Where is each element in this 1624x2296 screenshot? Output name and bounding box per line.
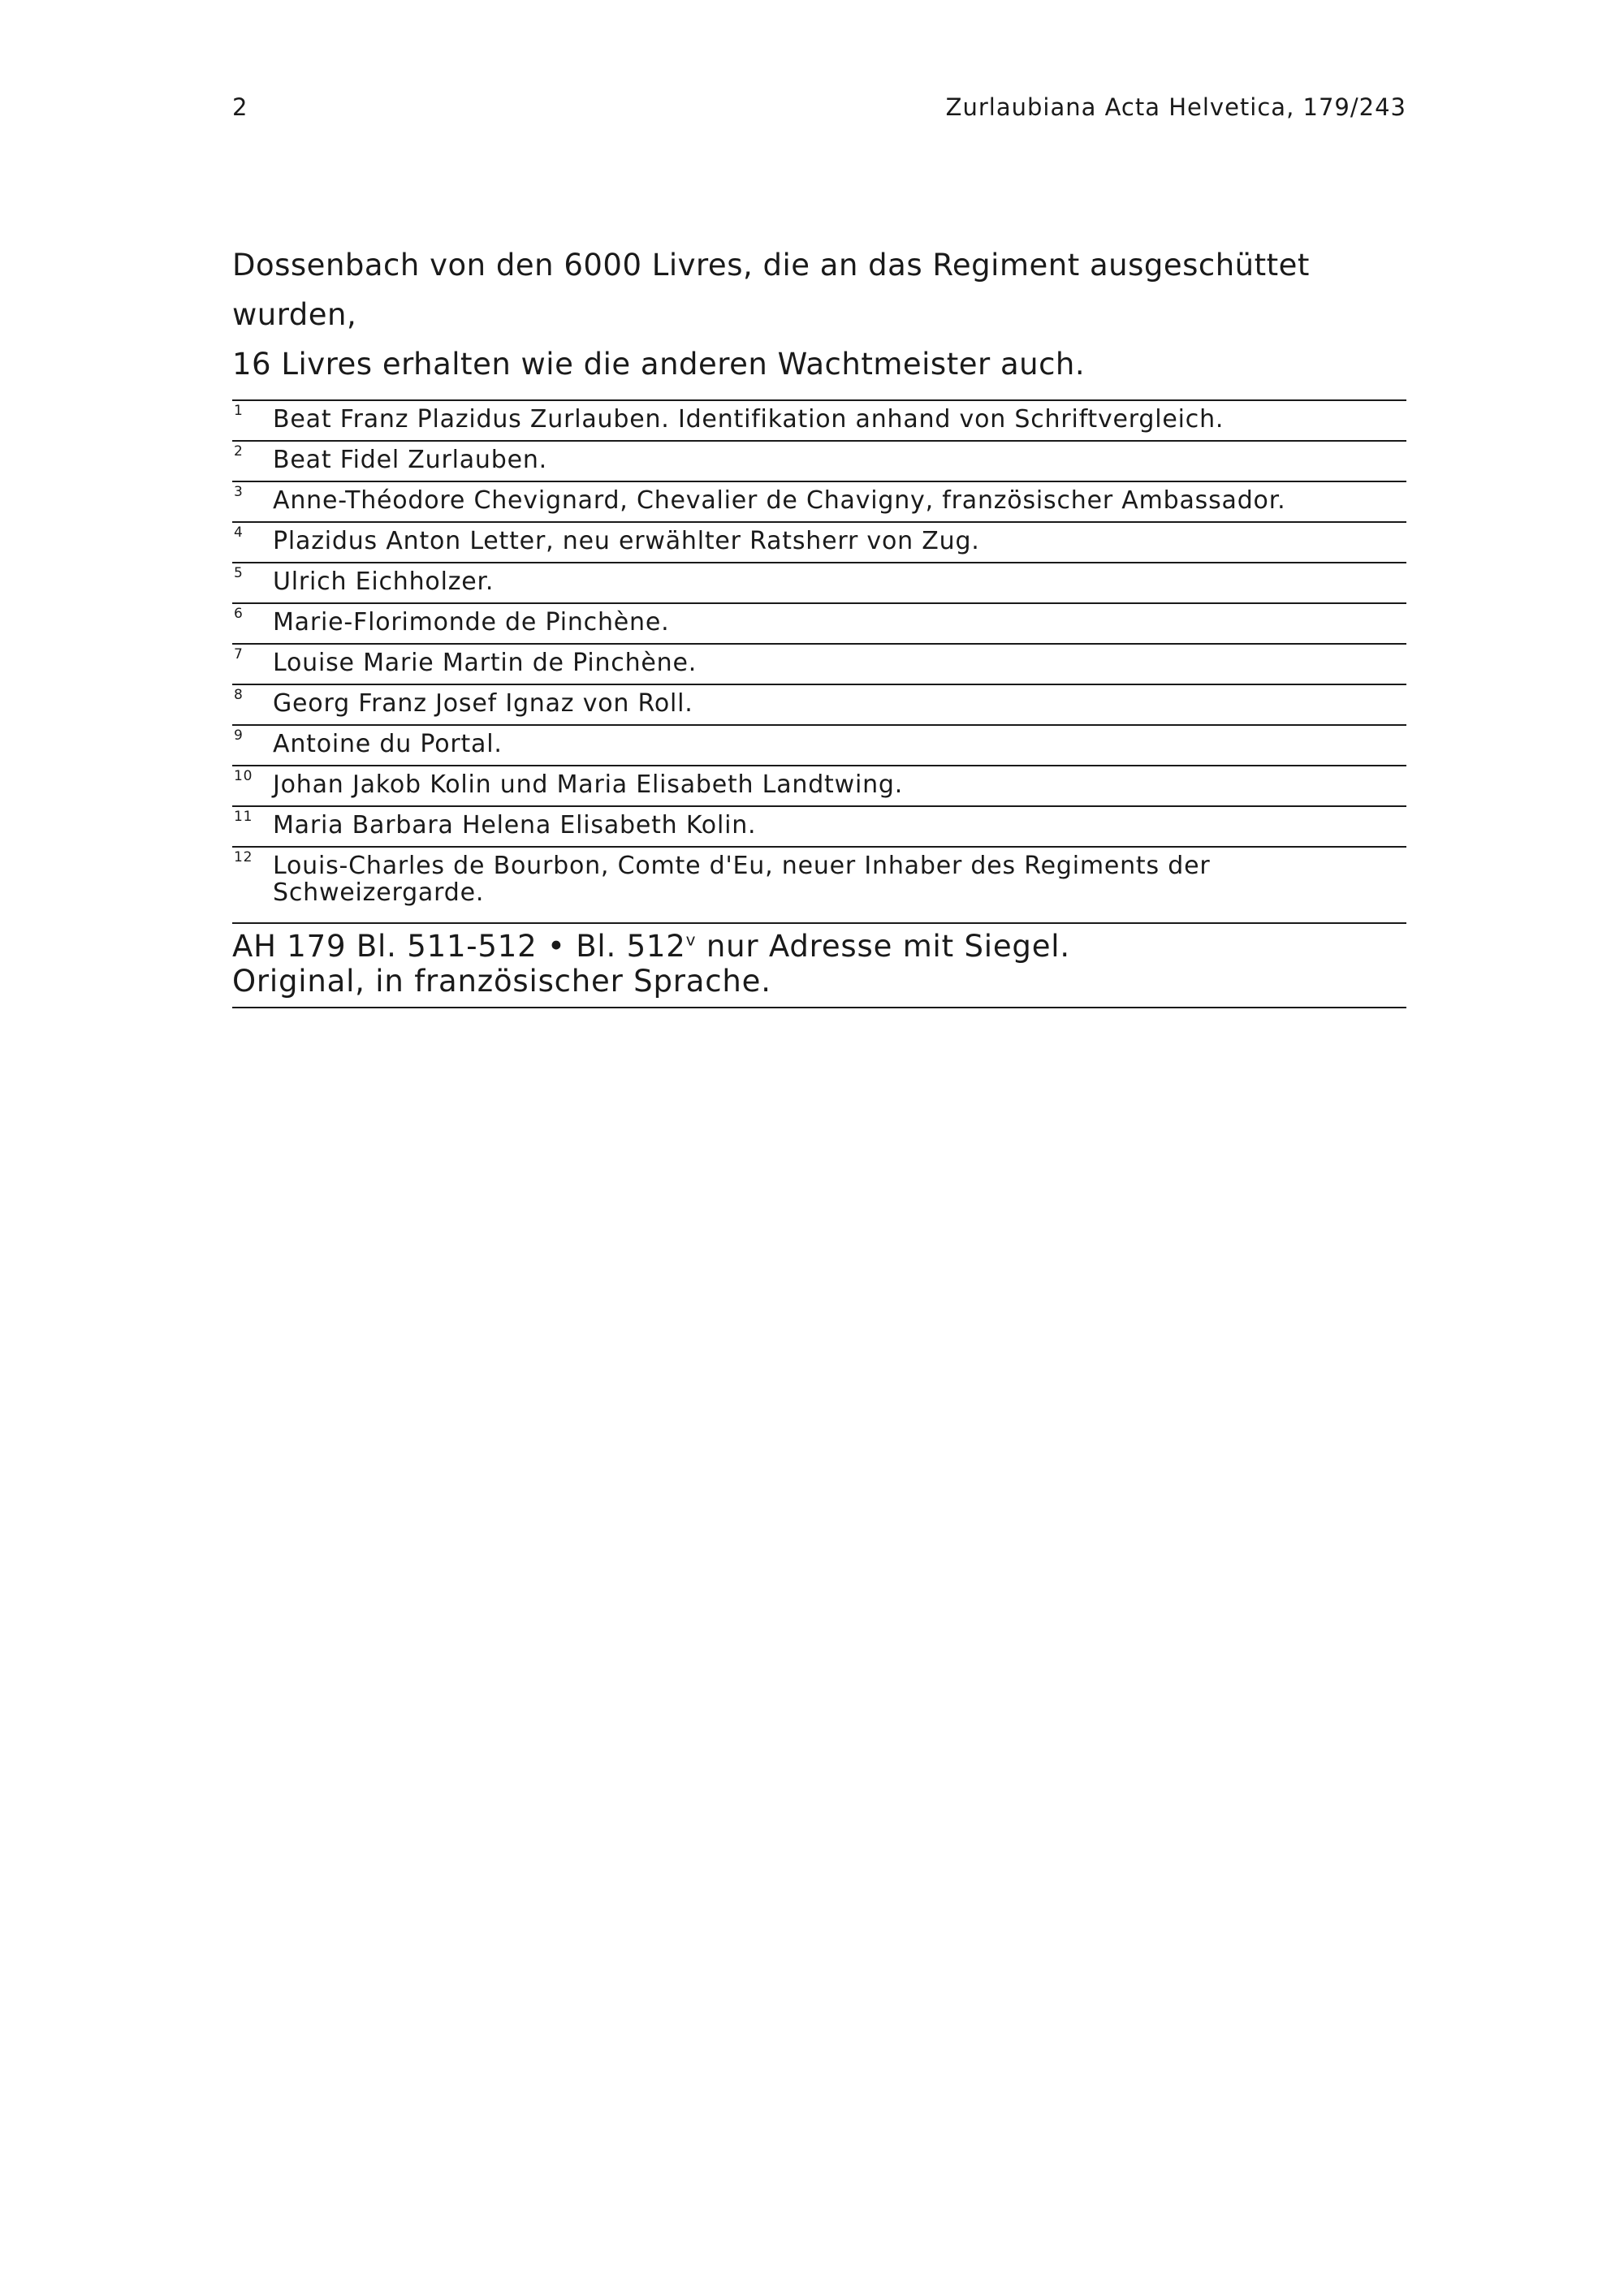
footnote xyxy=(232,846,1406,906)
footnote-number: 2 xyxy=(234,443,244,460)
footnote xyxy=(232,521,1406,562)
source-note: nur Adresse mit Siegel. xyxy=(696,929,1070,964)
footnote-number: 3 xyxy=(234,484,244,500)
footnote-text: Anne-Théodore Chevignard, Chevalier de Chavigny, französischer Ambassador. xyxy=(273,486,1286,515)
footnote-text: Beat Fidel Zurlauben. xyxy=(273,446,547,474)
footnote-number: 5 xyxy=(234,565,244,581)
footnote xyxy=(232,765,1406,805)
footnote-number: 6 xyxy=(234,606,244,622)
footnote xyxy=(232,724,1406,765)
footnote-text: Johan Jakob Kolin und Maria Elisabeth Landtwing. xyxy=(273,770,904,799)
footnote xyxy=(232,805,1406,846)
footnote-text: Georg Franz Josef Ignaz von Roll. xyxy=(273,689,693,718)
footnotes-list xyxy=(232,399,1406,906)
footnote xyxy=(232,643,1406,684)
running-title: Zurlaubiana Acta Helvetica, 179/243 xyxy=(945,93,1406,121)
source-line: Original, in französischer Sprache. xyxy=(232,964,771,999)
source-reference xyxy=(232,922,1406,1008)
footnote-text: Maria Barbara Helena Elisabeth Kolin. xyxy=(273,811,757,839)
footnote-number: 10 xyxy=(234,768,253,784)
footnote xyxy=(232,684,1406,724)
source-archive-ref: AH 179 Bl. 511-512 • Bl. 512 xyxy=(232,929,686,964)
body-text xyxy=(232,240,1406,389)
footnote-text: Ulrich Eichholzer. xyxy=(273,568,495,596)
footnote-number: 1 xyxy=(234,403,244,419)
footnote xyxy=(232,399,1406,440)
footnote-text: Louise Marie Martin de Pinchène. xyxy=(273,649,698,677)
footnote xyxy=(232,562,1406,602)
footnote-text: Louis-Charles de Bourbon, Comte d'Eu, neuer Inhaber des Regiments der Schweizergarde. xyxy=(273,852,1211,907)
footnote-text: Marie-Florimonde de Pinchène. xyxy=(273,608,670,637)
footnote-number: 7 xyxy=(234,646,244,662)
footnote-text: Plazidus Anton Letter, neu erwählter Ratsherr von Zug. xyxy=(273,527,980,555)
footnote xyxy=(232,481,1406,521)
body-line: 16 Livres erhalten wie die anderen Wachtmeister auch. xyxy=(232,347,1086,382)
footnote xyxy=(232,440,1406,481)
footnote-text: Beat Franz Plazidus Zurlauben. Identifikation anhand von Schriftvergleich. xyxy=(273,405,1224,434)
page-number: 2 xyxy=(232,93,248,121)
verso-superscript: v xyxy=(685,930,697,950)
footnote xyxy=(232,602,1406,643)
page-header xyxy=(232,93,1406,134)
footnote-number: 9 xyxy=(234,727,244,744)
footnote-text: Antoine du Portal. xyxy=(273,730,503,758)
footnote-number: 4 xyxy=(234,524,244,541)
footnote-number: 12 xyxy=(234,849,253,865)
source-line xyxy=(232,929,1406,964)
body-line: Dossenbach von den 6000 Livres, die an das Regiment ausgeschüttet wurden, xyxy=(232,248,1310,332)
footnote-number: 8 xyxy=(234,687,244,703)
footnote-number: 11 xyxy=(234,809,253,825)
